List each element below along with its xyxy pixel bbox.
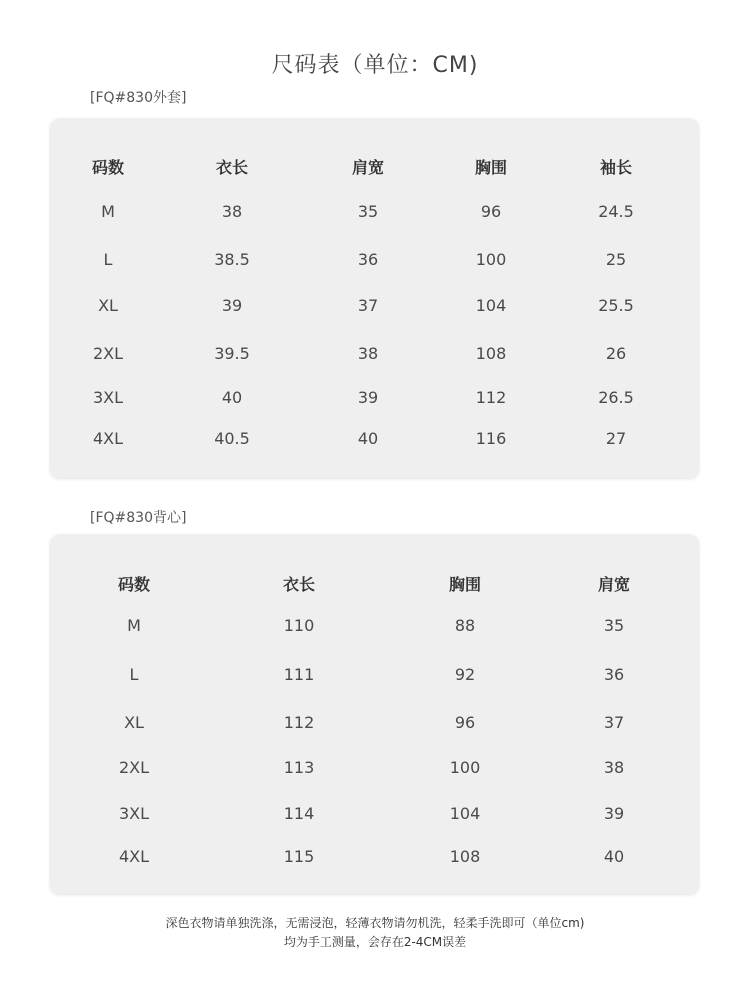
table-row	[51, 342, 698, 366]
table-cell: 114	[283, 804, 315, 823]
table-row	[51, 386, 698, 410]
table-cell: XL	[124, 713, 144, 732]
table-cell: 112	[475, 388, 507, 407]
section-label-jacket: [FQ#830外套]	[90, 90, 187, 106]
table-cell: 2XL	[92, 344, 124, 363]
table-header-row	[51, 573, 698, 597]
table-cell: 104	[449, 804, 481, 823]
table-cell: 96	[454, 713, 476, 732]
size-table-vest	[51, 536, 698, 894]
table-cell: L	[103, 250, 113, 269]
table-cell: 40	[603, 847, 625, 866]
table-cell: 39	[603, 804, 625, 823]
table-cell: L	[129, 665, 139, 684]
table-cell: 111	[283, 665, 315, 684]
table-cell: 115	[283, 847, 315, 866]
table-row	[51, 756, 698, 780]
column-header: 衣长	[215, 158, 248, 177]
table-cell: 2XL	[118, 758, 150, 777]
table-cell: 36	[357, 250, 379, 269]
table-row	[51, 663, 698, 687]
table-row	[51, 845, 698, 869]
table-row	[51, 802, 698, 826]
table-row	[51, 614, 698, 638]
table-cell: 88	[454, 616, 476, 635]
table-cell: 35	[603, 616, 625, 635]
column-header: 袖长	[599, 158, 632, 177]
column-header: 码数	[91, 158, 124, 177]
table-cell: 3XL	[92, 388, 124, 407]
table-cell: 25.5	[598, 296, 634, 315]
table-cell: 100	[475, 250, 507, 269]
table-cell: XL	[98, 296, 118, 315]
table-cell: 40.5	[214, 429, 250, 448]
table-cell: 38	[221, 202, 243, 221]
column-header: 码数	[117, 575, 150, 594]
table-cell: M	[101, 202, 115, 221]
table-row	[51, 427, 698, 451]
table-cell: 113	[283, 758, 315, 777]
size-table-jacket	[51, 120, 698, 478]
table-cell: 4XL	[118, 847, 150, 866]
table-cell: 35	[357, 202, 379, 221]
table-cell: M	[127, 616, 141, 635]
table-cell: 100	[449, 758, 481, 777]
table-cell: 110	[283, 616, 315, 635]
column-header: 胸围	[474, 158, 507, 177]
table-cell: 96	[480, 202, 502, 221]
table-cell: 108	[475, 344, 507, 363]
table-cell: 36	[603, 665, 625, 684]
table-cell: 27	[605, 429, 627, 448]
footnote-care: 深色衣物请单独洗涤，无需浸泡，轻薄衣物请勿机洗，轻柔手洗即可（单位cm)	[165, 916, 585, 930]
table-cell: 25	[605, 250, 627, 269]
table-cell: 104	[475, 296, 507, 315]
table-row	[51, 711, 698, 735]
table-cell: 40	[221, 388, 243, 407]
table-cell: 40	[357, 429, 379, 448]
table-cell: 38	[603, 758, 625, 777]
table-cell: 37	[357, 296, 379, 315]
table-cell: 26	[605, 344, 627, 363]
column-header: 衣长	[282, 575, 315, 594]
column-header: 胸围	[448, 575, 481, 594]
table-row	[51, 248, 698, 272]
table-cell: 37	[603, 713, 625, 732]
column-header: 肩宽	[597, 575, 630, 594]
footnote-measurement: 均为手工测量，会存在2-4CM误差	[283, 935, 467, 949]
table-cell: 116	[475, 429, 507, 448]
page-title: 尺码表（单位：CM)	[271, 53, 479, 78]
table-cell: 39	[221, 296, 243, 315]
table-header-row	[51, 156, 698, 180]
table-cell: 112	[283, 713, 315, 732]
column-header: 肩宽	[351, 158, 384, 177]
table-cell: 26.5	[598, 388, 634, 407]
table-cell: 92	[454, 665, 476, 684]
section-label-vest: [FQ#830背心]	[90, 510, 187, 526]
table-cell: 4XL	[92, 429, 124, 448]
table-row	[51, 294, 698, 318]
table-row	[51, 200, 698, 224]
table-cell: 38	[357, 344, 379, 363]
table-cell: 38.5	[214, 250, 250, 269]
table-cell: 39	[357, 388, 379, 407]
table-cell: 108	[449, 847, 481, 866]
table-cell: 24.5	[598, 202, 634, 221]
table-cell: 39.5	[214, 344, 250, 363]
table-cell: 3XL	[118, 804, 150, 823]
